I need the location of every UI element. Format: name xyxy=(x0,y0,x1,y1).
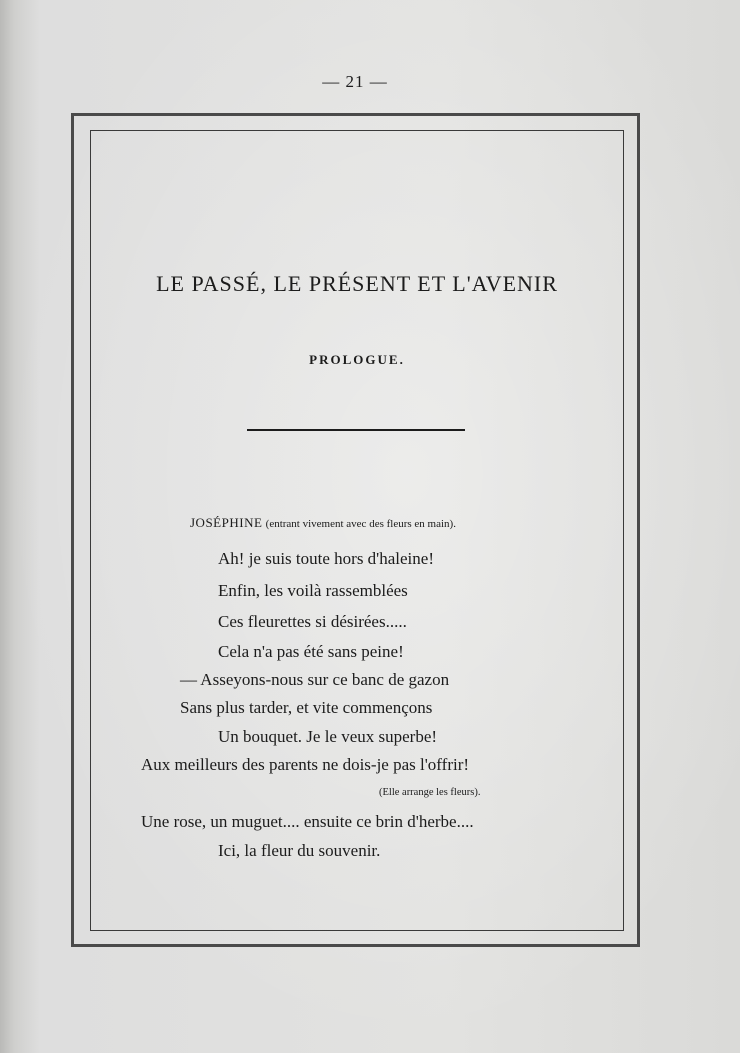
stage-direction: (Elle arrange les fleurs). xyxy=(379,787,481,798)
verse-line: Une rose, un muguet.... ensuite ce brin d'herbe.... xyxy=(141,812,474,831)
speaker-name: JOSÉPHINE xyxy=(190,515,263,530)
verse-line: Aux meilleurs des parents ne dois-je pas l'offrir! xyxy=(141,755,470,774)
verse-line: Ah! je suis toute hors d'haleine! xyxy=(218,549,434,568)
play-title: LE PASSÉ, LE PRÉSENT ET L'AVENIR xyxy=(156,271,558,296)
verse-line: — Asseyons-nous sur ce banc de gazon xyxy=(180,670,450,689)
page-number: — 21 — xyxy=(322,72,388,91)
verse-line: Cela n'a pas été sans peine! xyxy=(218,642,404,661)
verse-line: Sans plus tarder, et vite commençons xyxy=(180,698,433,717)
verse-line: Ces fleurettes si désirées..... xyxy=(218,612,407,631)
verse-line: Enfin, les voilà rassemblées xyxy=(218,581,408,600)
speaker-line xyxy=(190,515,456,531)
prologue-heading: PROLOGUE. xyxy=(309,352,405,367)
horizontal-rule xyxy=(247,429,465,431)
verse-line: Un bouquet. Je le veux superbe! xyxy=(218,727,438,746)
verse-line: Ici, la fleur du souvenir. xyxy=(218,841,381,860)
speaker-direction: (entrant vivement avec des fleurs en main). xyxy=(265,518,456,530)
